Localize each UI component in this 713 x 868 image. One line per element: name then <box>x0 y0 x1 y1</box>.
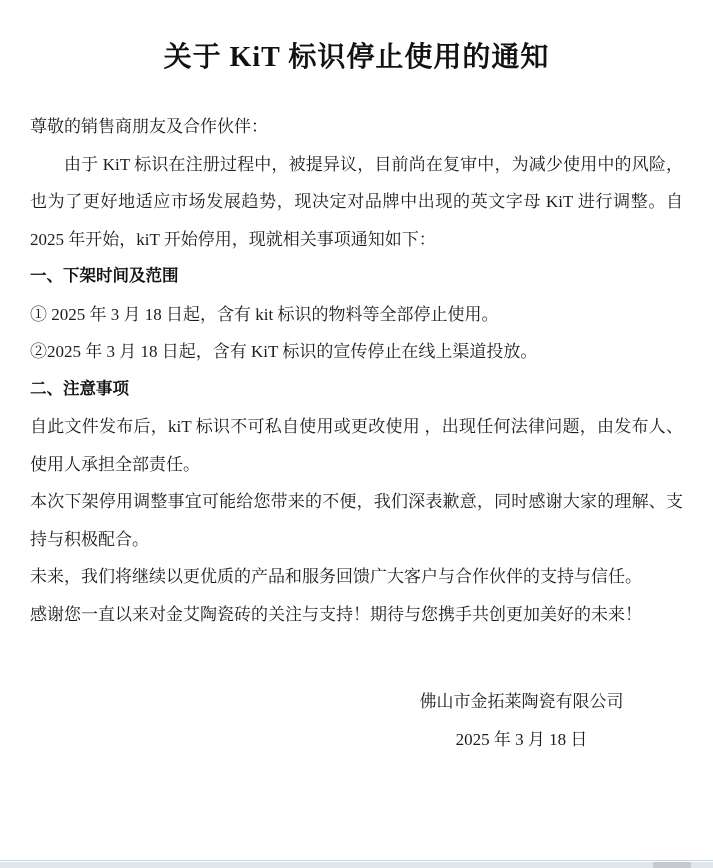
intro-paragraph: 由于 KiT 标识在注册过程中，被提异议，目前尚在复审中，为减少使用中的风险，也为了更好地适应市场发展趋势，现决定对品牌中出现的英文字母 KiT 进行调整。自 2025 年开始，kiT 开始停用，现就相关事项通知如下： <box>30 154 683 249</box>
section1-item-2: ②2025 年 3 月 18 日起，含有 KiT 标识的宣传停止在线上渠道投放。 <box>30 342 538 361</box>
salutation: 尊敬的销售商朋友及合作伙伴： <box>30 117 268 136</box>
section2-paragraph-2: 本次下架停用调整事宜可能给您带来的不便，我们深表歉意，同时感谢大家的理解、支持与积极配合。 <box>30 492 683 549</box>
window-footer-bar <box>0 862 713 868</box>
window-footer-divider <box>0 860 713 861</box>
closing-paragraph: 感谢您一直以来对金艾陶瓷砖的关注与支持！期待与您携手共创更加美好的未来！ <box>30 604 642 624</box>
signature-block <box>360 683 683 758</box>
section1-item-1: ① 2025 年 3 月 18 日起，含有 kit 标识的物料等全部停止使用。 <box>30 304 499 324</box>
section2-heading: 二、注意事项 <box>30 379 129 398</box>
document-body <box>30 108 683 633</box>
section1-heading: 一、下架时间及范围 <box>30 267 179 285</box>
document-title: 关于 KiT 标识停止使用的通知 <box>163 42 550 73</box>
section2-paragraph-3: 未来，我们将继续以更优质的产品和服务回馈广大客户与合作伙伴的支持与信任。 <box>30 567 642 586</box>
section2-paragraph-1: 自此文件发布后，kiT 标识不可私自使用或更改使用 ，出现任何法律问题，由发布人、使用人承担全部责任。 <box>30 417 683 474</box>
signature-company: 佛山市金拓莱陶瓷有限公司 <box>419 692 624 711</box>
signature-date: 2025 年 3 月 18 日 <box>455 729 588 749</box>
scrollbar-thumb[interactable] <box>653 862 691 868</box>
